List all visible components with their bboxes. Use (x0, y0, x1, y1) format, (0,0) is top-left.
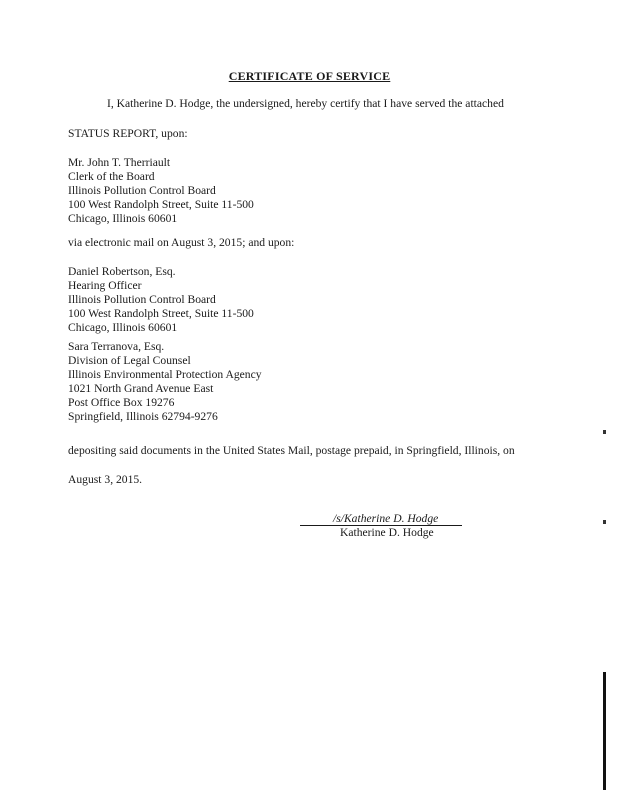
via-line: via electronic mail on August 3, 2015; and upon: (68, 236, 295, 249)
address-line: Illinois Environmental Protection Agency (68, 368, 262, 381)
scan-edge-speck (603, 520, 606, 524)
address-line: Illinois Pollution Control Board (68, 293, 216, 306)
signer-name: Katherine D. Hodge (340, 526, 434, 539)
recipient-block-3 (68, 340, 262, 424)
depositing-line: depositing said documents in the United States Mail, postage prepaid, in Springfield, Illinois, on (68, 444, 515, 457)
recipient-block-2 (68, 265, 254, 335)
scan-edge-mark (603, 672, 606, 790)
scan-edge-speck (603, 430, 606, 434)
address-line: Springfield, Illinois 62794-9276 (68, 410, 218, 423)
address-line: Illinois Pollution Control Board (68, 184, 216, 197)
intro-continuation: STATUS REPORT, upon: (68, 127, 188, 140)
date-line: August 3, 2015. (68, 473, 143, 486)
recipient-block-1 (68, 156, 254, 226)
address-line: Division of Legal Counsel (68, 354, 191, 367)
address-line: Daniel Robertson, Esq. (68, 265, 176, 278)
address-line: 100 West Randolph Street, Suite 11-500 (68, 307, 254, 320)
address-line: 1021 North Grand Avenue East (68, 382, 214, 395)
address-line: Chicago, Illinois 60601 (68, 321, 178, 334)
address-line: Clerk of the Board (68, 170, 155, 183)
address-line: Post Office Box 19276 (68, 396, 175, 409)
address-line: Chicago, Illinois 60601 (68, 212, 178, 225)
electronic-signature: /s/Katherine D. Hodge (333, 512, 439, 525)
address-line: 100 West Randolph Street, Suite 11-500 (68, 198, 254, 211)
intro-line: I, Katherine D. Hodge, the undersigned, hereby certify that I have served the attached (107, 97, 504, 110)
address-line: Sara Terranova, Esq. (68, 340, 165, 353)
address-line: Hearing Officer (68, 279, 142, 292)
document-title: CERTIFICATE OF SERVICE (228, 69, 391, 83)
address-line: Mr. John T. Therriault (68, 156, 171, 169)
